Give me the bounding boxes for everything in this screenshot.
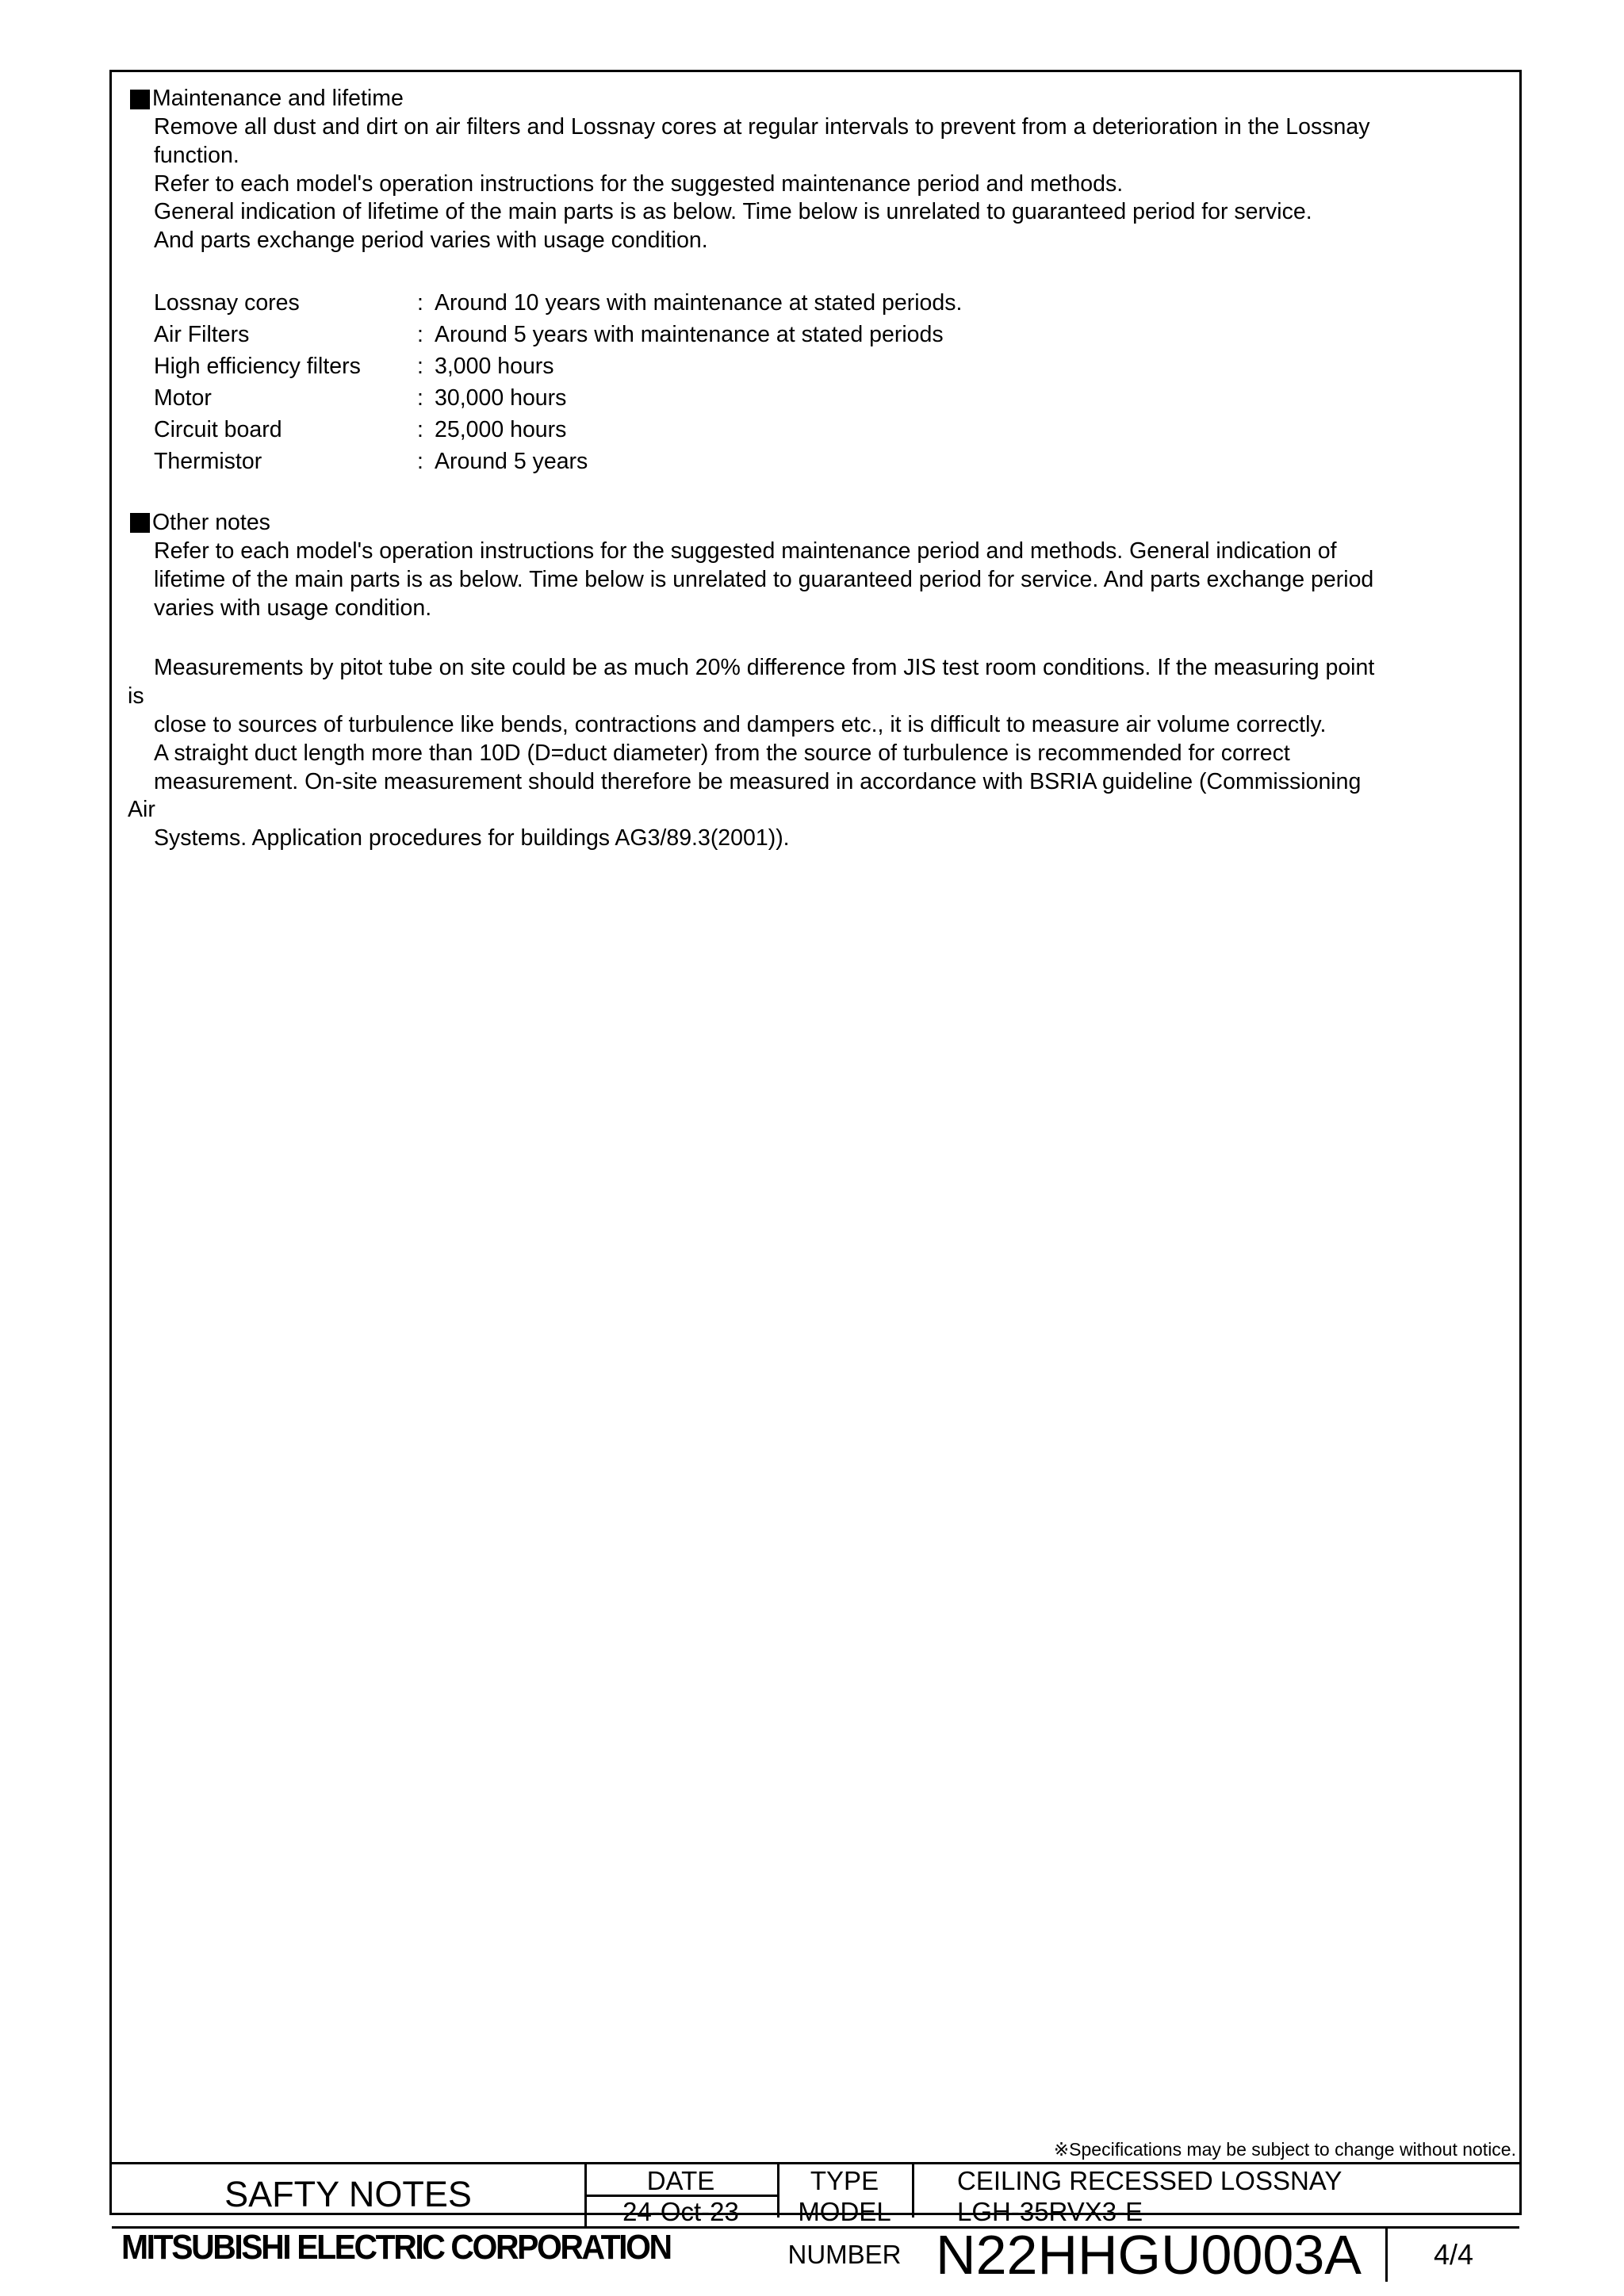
number-label: NUMBER bbox=[787, 2240, 902, 2269]
lifetime-separator: : bbox=[417, 448, 423, 474]
maintenance-paragraph bbox=[154, 113, 1507, 255]
other-notes-paragraph bbox=[154, 538, 1507, 622]
black-square-bullet-icon bbox=[130, 513, 150, 533]
paragraph-line: Refer to each model's operation instructions for the suggested maintenance period and methods. bbox=[154, 170, 1124, 197]
document-title: SAFTY NOTES bbox=[224, 2174, 472, 2214]
document-frame bbox=[109, 70, 1522, 2286]
type-label: TYPE bbox=[810, 2166, 879, 2195]
lifetime-value: 30,000 hours bbox=[435, 385, 567, 411]
page-number: 4/4 bbox=[1433, 2238, 1474, 2271]
lifetime-row bbox=[154, 382, 1507, 414]
lifetime-separator: : bbox=[417, 416, 423, 442]
lifetime-part: Lossnay cores bbox=[154, 289, 300, 316]
title-block-vline bbox=[912, 2162, 914, 2218]
lifetime-row bbox=[154, 287, 1507, 319]
paragraph-line: Systems. Application procedures for buildings AG3/89.3(2001)). bbox=[154, 825, 790, 851]
paragraph-line: Measurements by pitot tube on site could be as much 20% difference from JIS test room conditions. If the measuring point bbox=[154, 655, 1375, 681]
spacer bbox=[128, 255, 1507, 287]
lifetime-value: Around 10 years with maintenance at stated periods. bbox=[435, 289, 963, 316]
lifetime-separator: : bbox=[417, 321, 423, 347]
lifetime-row bbox=[154, 446, 1507, 477]
lifetime-separator: : bbox=[417, 353, 423, 379]
lifetime-separator: : bbox=[417, 385, 423, 411]
lifetime-value: 3,000 hours bbox=[435, 353, 554, 379]
maintenance-heading: Maintenance and lifetime bbox=[152, 86, 404, 112]
lifetime-value: 25,000 hours bbox=[435, 416, 567, 442]
lifetime-row bbox=[154, 319, 1507, 350]
black-square-bullet-icon bbox=[130, 90, 150, 109]
paragraph-line: A straight duct length more than 10D (D=duct diameter) from the source of turbulence is recommended for correct bbox=[154, 740, 1290, 766]
paragraph-line: Refer to each model's operation instructions for the suggested maintenance period and methods. General indication of bbox=[154, 538, 1337, 564]
lifetime-part: Motor bbox=[154, 385, 212, 411]
date-value: 24-Oct-23 bbox=[622, 2197, 739, 2226]
title-block-top-line bbox=[112, 2162, 1519, 2164]
spacer bbox=[128, 477, 1507, 509]
spacer bbox=[128, 622, 1507, 654]
paragraph-line: General indication of lifetime of the main parts is as below. Time below is unrelated to guaranteed period for service. bbox=[154, 199, 1312, 225]
paragraph-line: measurement. On-site measurement should therefore be measured in accordance with BSRIA guideline (Commissioning bbox=[154, 768, 1362, 794]
paragraph-line: lifetime of the main parts is as below. Time below is unrelated to guaranteed period for service. And parts exchange period bbox=[154, 566, 1374, 592]
specification-notice: ※Specifications may be subject to change without notice. bbox=[1053, 2139, 1516, 2160]
lifetime-part: Circuit board bbox=[154, 416, 282, 442]
maintenance-heading-row bbox=[128, 85, 1507, 113]
lifetime-row bbox=[154, 414, 1507, 446]
lifetime-row bbox=[154, 350, 1507, 382]
measurement-paragraph bbox=[128, 654, 1507, 853]
lifetime-value: Around 5 years bbox=[435, 448, 588, 474]
other-notes-heading: Other notes bbox=[152, 510, 270, 536]
type-value: CEILING RECESSED LOSSNAY bbox=[957, 2166, 1342, 2195]
document-body bbox=[128, 85, 1507, 853]
lifetime-value: Around 5 years with maintenance at stated periods bbox=[435, 321, 944, 347]
paragraph-line: function. bbox=[154, 142, 239, 168]
paragraph-line: varies with usage condition. bbox=[154, 595, 432, 621]
document-number: N22HHGU0003A bbox=[936, 2224, 1362, 2286]
lifetime-list bbox=[128, 287, 1507, 477]
lifetime-separator: : bbox=[417, 289, 423, 316]
paragraph-line: And parts exchange period varies with usage condition. bbox=[154, 228, 708, 254]
date-label: DATE bbox=[646, 2166, 715, 2195]
company-logo: MITSUBISHI ELECTRIC CORPORATION bbox=[121, 2228, 671, 2267]
lifetime-part: High efficiency filters bbox=[154, 353, 361, 379]
model-label: MODEL bbox=[798, 2197, 891, 2226]
paragraph-line: close to sources of turbulence like bends, contractions and dampers etc., it is difficult to measure air volume correctly. bbox=[154, 711, 1327, 737]
paragraph-line: is bbox=[128, 683, 144, 710]
lifetime-part: Air Filters bbox=[154, 321, 250, 347]
model-value: LGH-35RVX3-E bbox=[957, 2197, 1143, 2226]
paragraph-line: Air bbox=[128, 797, 155, 823]
lifetime-part: Thermistor bbox=[154, 448, 262, 474]
paragraph-line: Remove all dust and dirt on air filters and Lossnay cores at regular intervals to prevent from a deterioration in the Lossnay bbox=[154, 114, 1370, 140]
other-notes-heading-row bbox=[128, 509, 1507, 538]
